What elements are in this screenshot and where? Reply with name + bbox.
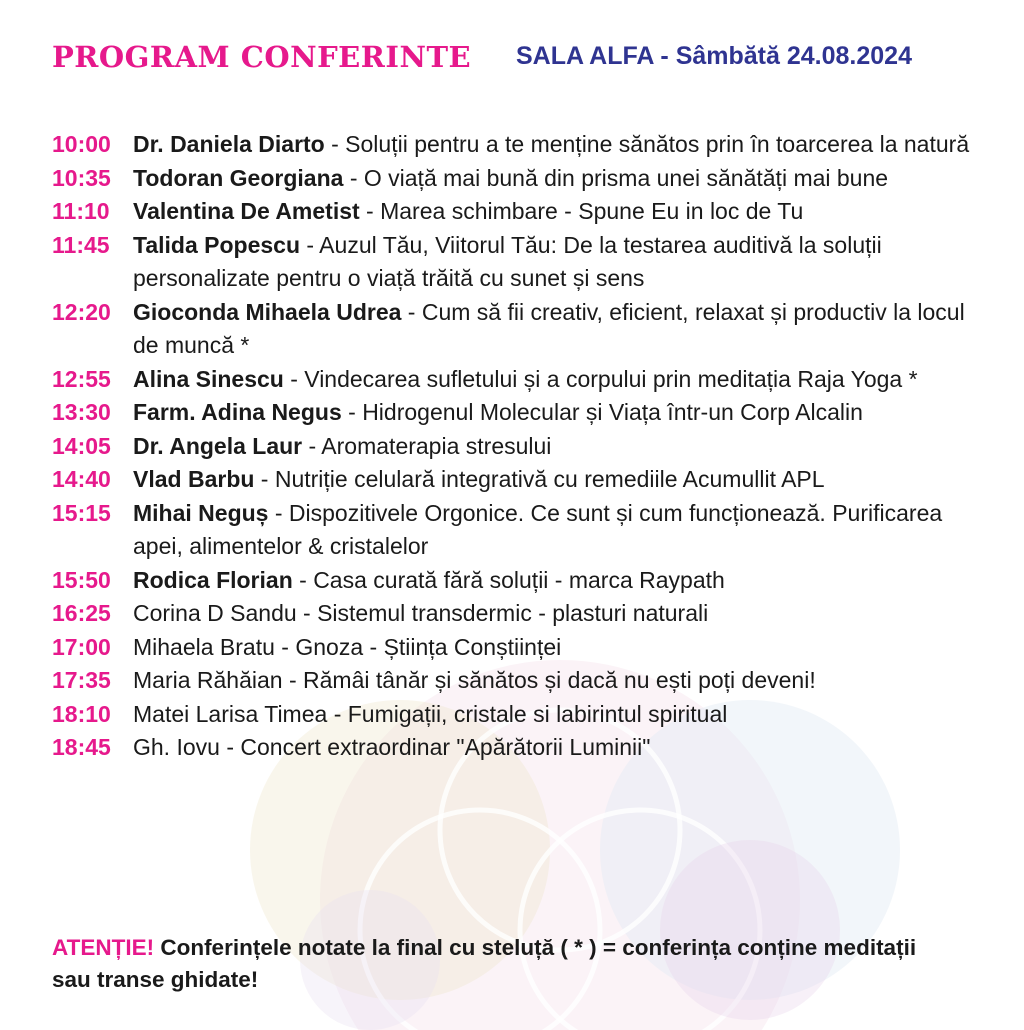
schedule-item [52, 731, 972, 765]
session-speaker: Dr. Daniela Diarto [133, 131, 325, 157]
room-date-heading: SALA ALFA - Sâmbătă 24.08.2024 [516, 42, 912, 70]
session-speaker: Corina D Sandu [133, 600, 297, 626]
session-speaker: Vlad Barbu [133, 466, 255, 492]
session-speaker: Mihaela Bratu [133, 633, 275, 660]
attention-note [52, 932, 952, 996]
schedule-item [52, 631, 972, 665]
session-topic: - Gnoza - Știința Conștiinței [274, 633, 562, 660]
session-topic: - Dispozitivele Orgonice. Ce sunt și cum funcționează. Purificarea apei, alimentelor & cristalelor [133, 499, 943, 559]
session-time: 10:00 [52, 131, 111, 157]
session-topic: - Sistemul transdermic - plasturi naturali [296, 600, 709, 626]
session-time: 17:35 [52, 667, 111, 693]
schedule-item [52, 128, 972, 162]
schedule-item [52, 430, 972, 464]
session-speaker: Valentina De Ametist [133, 198, 360, 224]
schedule-item [52, 195, 972, 229]
session-description [133, 396, 972, 430]
session-speaker: Farm. Adina Negus [133, 399, 342, 425]
schedule-item [52, 497, 972, 564]
session-time: 11:10 [52, 198, 110, 224]
session-time: 12:55 [52, 365, 111, 392]
session-description [133, 664, 972, 698]
schedule-item [52, 363, 972, 397]
session-speaker: Talida Popescu [133, 231, 301, 258]
session-time: 14:40 [52, 466, 111, 492]
session-speaker: Dr. Angela Laur [133, 432, 303, 459]
session-speaker: Gh. Iovu [133, 734, 220, 760]
session-speaker: Alina Sinescu [133, 365, 284, 392]
attention-text: Conferințele notate la final cu steluță ( * ) = conferința conține meditații sau transe ghidate! [52, 935, 917, 992]
session-description [133, 296, 972, 363]
session-topic: - Nutriție celulară integrativă cu remediile Acumullit APL [254, 466, 825, 492]
session-topic: - Casa curată fără soluții - marca Raypath [292, 566, 725, 593]
session-time: 12:20 [52, 298, 111, 325]
session-time: 13:30 [52, 399, 111, 425]
schedule-item [52, 162, 972, 196]
schedule-item [52, 463, 972, 497]
session-time: 10:35 [52, 164, 111, 191]
session-time: 18:45 [52, 734, 111, 760]
conference-schedule [52, 128, 972, 765]
schedule-item [52, 597, 972, 631]
session-description [133, 229, 972, 296]
session-description [133, 564, 972, 598]
session-topic: - Concert extraordinar "Apărătorii Luminii" [219, 734, 651, 760]
session-time: 18:10 [52, 700, 111, 727]
session-topic: - Marea schimbare - Spune Eu in loc de Tu [359, 198, 804, 224]
session-topic: - Auzul Tău, Viitorul Tău: De la testarea auditivă la soluții personalizate pentru o viață trăită cu sunet și sens [133, 231, 882, 291]
session-description [133, 162, 972, 196]
session-speaker: Mihai Neguș [133, 499, 269, 526]
session-topic: - Fumigații, cristale si labirintul spiritual [327, 700, 728, 727]
session-description [133, 698, 972, 732]
schedule-item [52, 664, 972, 698]
session-time: 16:25 [52, 600, 111, 626]
session-topic: - Rămâi tânăr și sănătos și dacă nu ești poți deveni! [282, 667, 816, 693]
session-time: 15:50 [52, 566, 111, 593]
session-description [133, 128, 972, 162]
schedule-item [52, 564, 972, 598]
session-topic: - Cum să fii creativ, eficient, relaxat și productiv la locul de muncă * [133, 298, 965, 358]
session-topic: - Soluții pentru a te menține sănătos prin în toarcerea la natură [324, 131, 970, 157]
session-topic: - Vindecarea sufletului și a corpului prin meditația Raja Yoga * [283, 365, 918, 392]
schedule-item [52, 296, 972, 363]
session-time: 17:00 [52, 633, 111, 660]
schedule-item [52, 698, 972, 732]
session-topic: - Aromaterapia stresului [302, 432, 552, 459]
schedule-item [52, 396, 972, 430]
session-speaker: Maria Răhăian [133, 667, 283, 693]
session-description [133, 731, 972, 765]
session-speaker: Gioconda Mihaela Udrea [133, 298, 402, 325]
session-topic: - O viață mai bună din prisma unei sănătăți mai bune [343, 164, 889, 191]
session-description [133, 195, 972, 229]
attention-label: ATENȚIE! [52, 935, 155, 960]
session-description [133, 463, 972, 497]
session-description [133, 631, 972, 665]
session-topic: - Hidrogenul Molecular și Viața într-un Corp Alcalin [341, 399, 863, 425]
session-description [133, 597, 972, 631]
program-title: PROGRAM CONFERINTE [52, 40, 472, 74]
session-time: 11:45 [52, 231, 110, 258]
session-speaker: Matei Larisa Timea [133, 700, 328, 727]
session-time: 14:05 [52, 432, 111, 459]
session-speaker: Rodica Florian [133, 566, 293, 593]
session-description [133, 497, 972, 564]
session-description [133, 363, 972, 397]
schedule-item [52, 229, 972, 296]
session-time: 15:15 [52, 499, 111, 526]
session-description [133, 430, 972, 464]
session-speaker: Todoran Georgiana [133, 164, 344, 191]
